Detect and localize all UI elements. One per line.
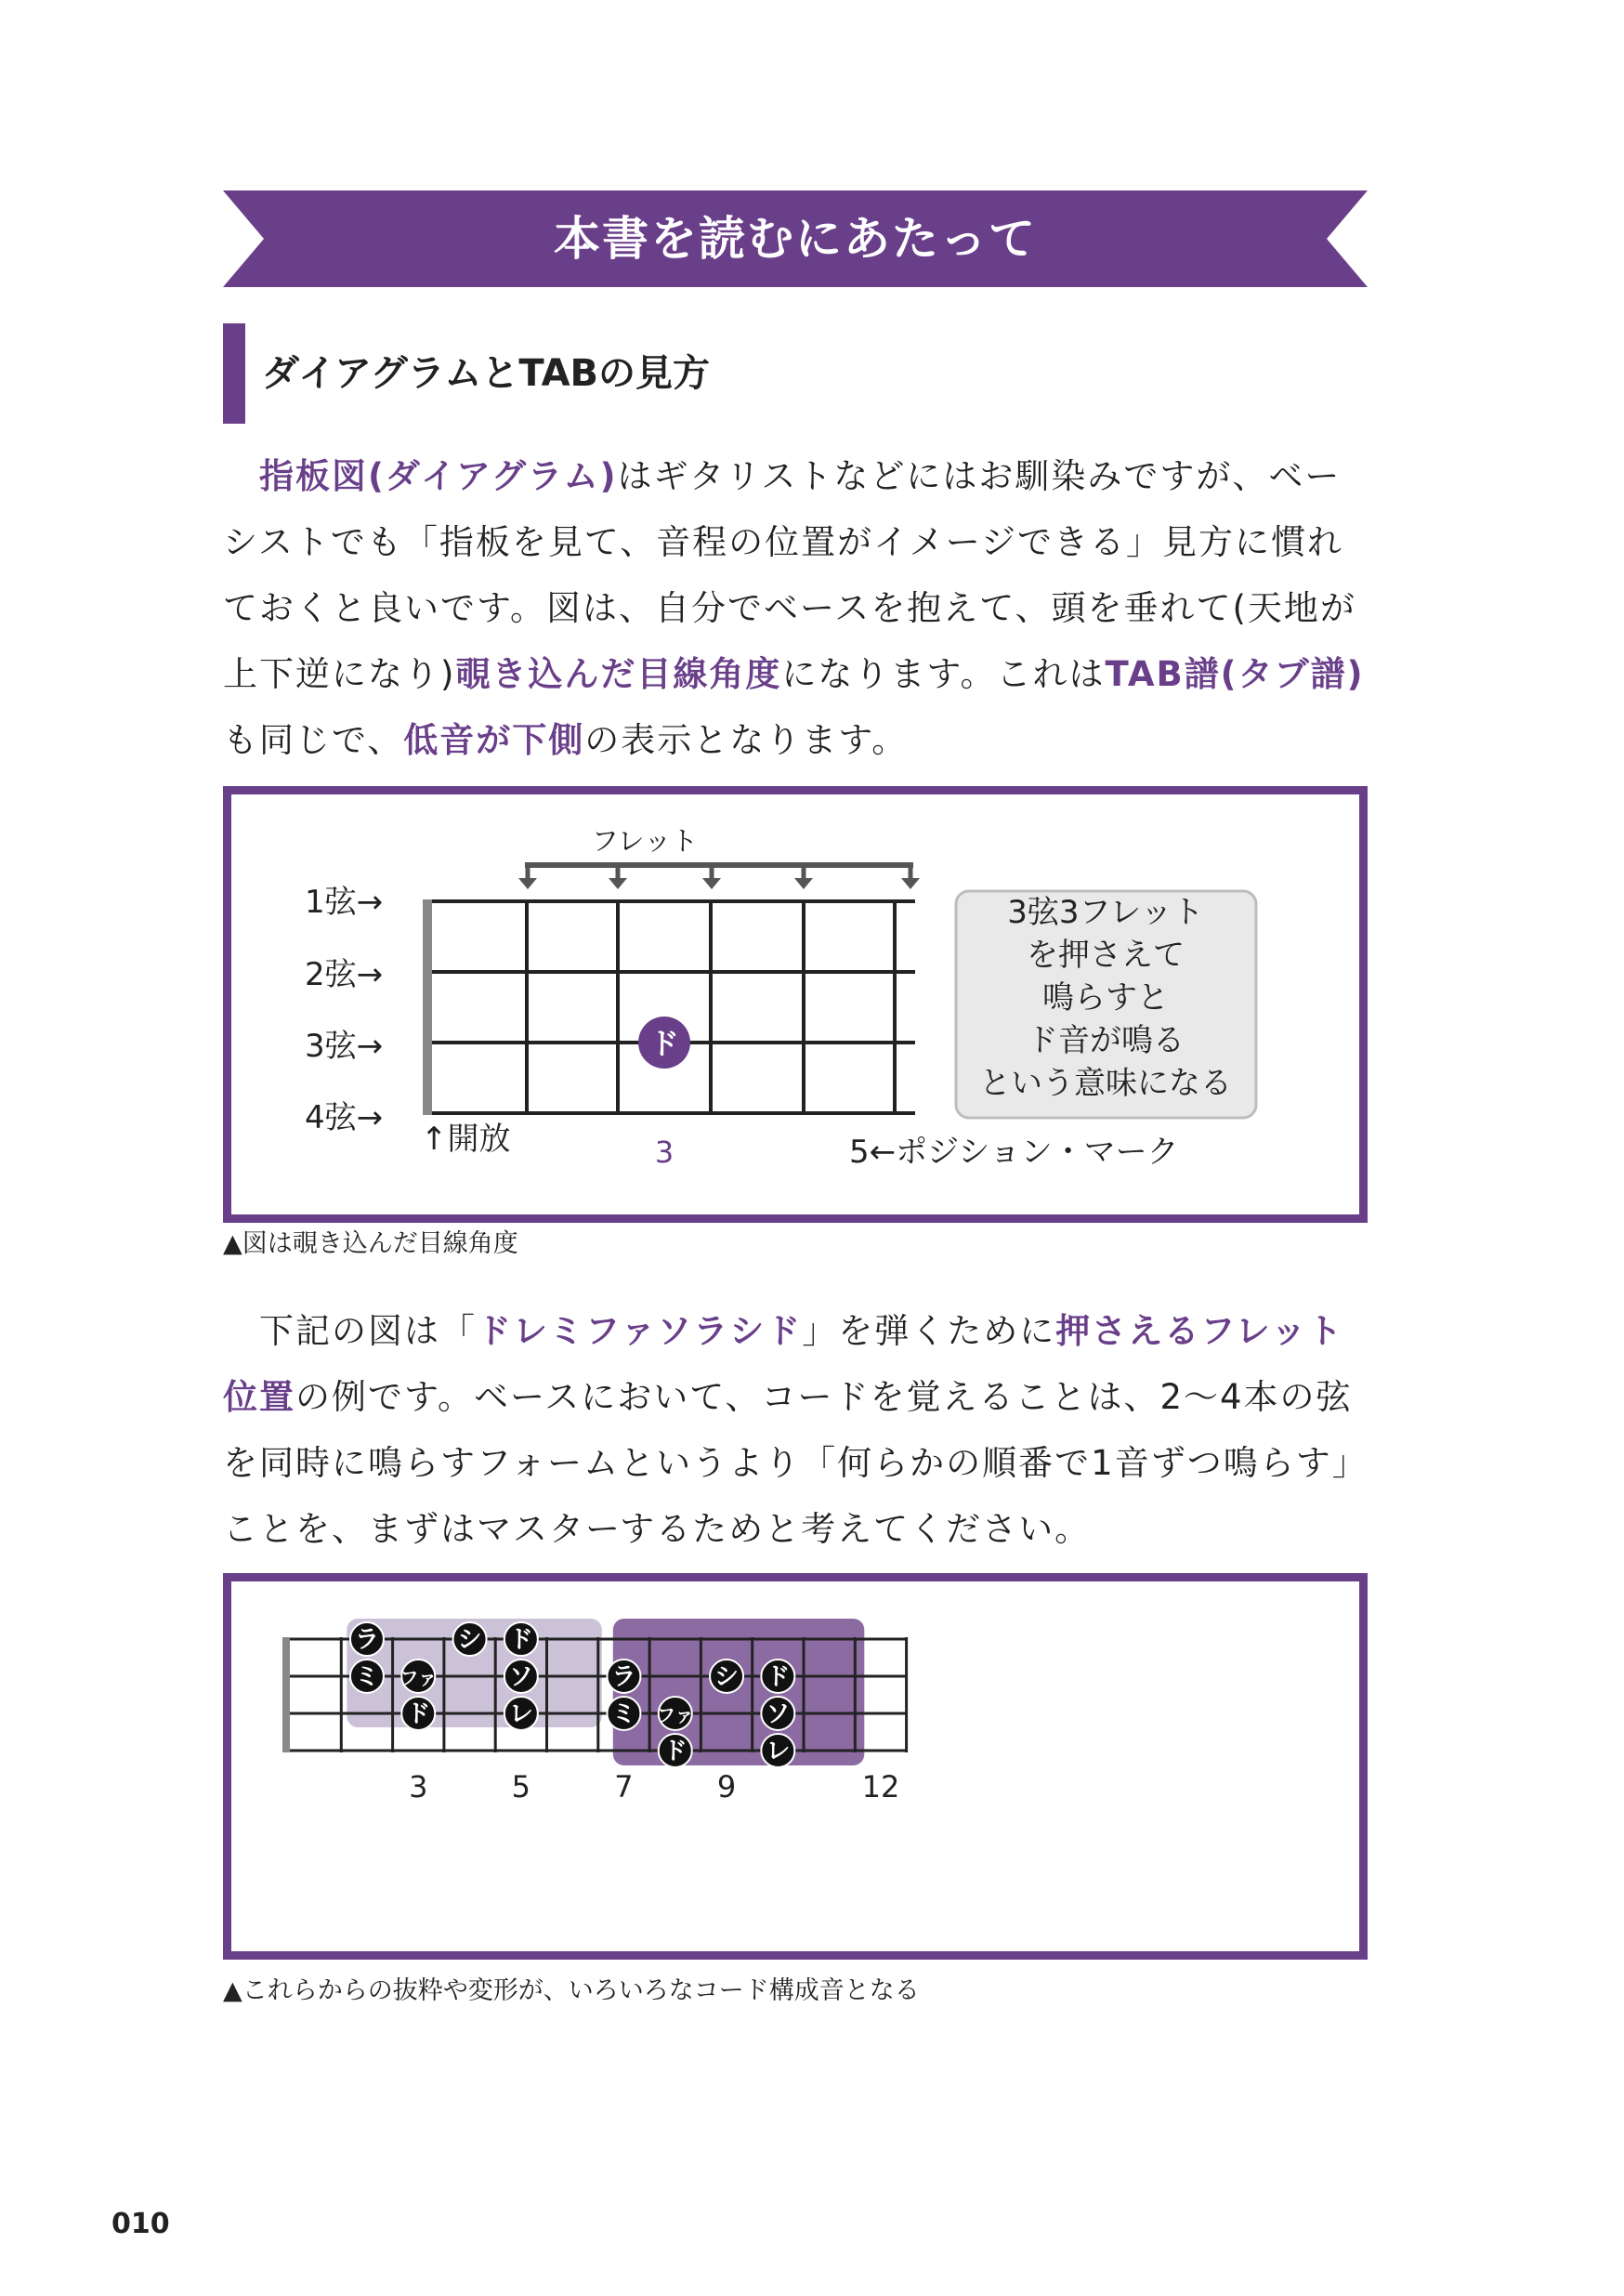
body-text: 」を弾くために bbox=[802, 1311, 1056, 1351]
body-text: はギタリストなどにはお馴染みですが、ベーシストでも「指板を見て、音程の位置がイメージできる」見方に慣れておくと良いです。図は、自分でベースを抱えて、頭を垂れて(天地が上下逆になり) bbox=[223, 456, 1356, 694]
note-marker bbox=[761, 1697, 794, 1730]
nut bbox=[282, 1637, 290, 1752]
page-number: 010 bbox=[111, 2208, 170, 2240]
note-label: ド bbox=[766, 1663, 791, 1691]
body-text: になります。これは bbox=[781, 654, 1106, 694]
intro-paragraph-text bbox=[223, 443, 1368, 773]
fret-number-9: 9 bbox=[716, 1769, 737, 1804]
note-marker bbox=[761, 1734, 794, 1767]
highlighted-text: 指板図(ダイアグラム) bbox=[259, 456, 618, 496]
page-title: 本書を読むにあたって bbox=[554, 212, 1037, 266]
string-label-1: 1弦→ bbox=[305, 884, 384, 921]
diagram-frame-2 bbox=[223, 1573, 1368, 1960]
note-label: ソ bbox=[766, 1700, 791, 1728]
explanation-line-4: ド音が鳴る bbox=[1027, 1022, 1185, 1059]
fret-number-3: 3 bbox=[409, 1769, 428, 1804]
note-marker bbox=[761, 1660, 794, 1693]
fret-number-5: 5 bbox=[511, 1769, 531, 1804]
note-marker-do bbox=[638, 1017, 690, 1069]
diagram-frame-1 bbox=[223, 786, 1368, 1223]
note-marker bbox=[504, 1697, 538, 1730]
note-label: ラ bbox=[354, 1626, 379, 1654]
diagram-caption-2: ▲これらからの抜粋や変形が、いろいろなコード構成音となる bbox=[223, 1976, 920, 2005]
body-text: も同じで、 bbox=[223, 720, 404, 760]
note-marker bbox=[401, 1697, 435, 1730]
string-label-3: 3弦→ bbox=[305, 1028, 384, 1065]
scale-paragraph bbox=[223, 1298, 1368, 1562]
note-label: シ bbox=[714, 1663, 740, 1691]
note-marker bbox=[657, 1697, 694, 1730]
fret-number-12: 12 bbox=[861, 1769, 900, 1804]
explanation-line-3: 鳴らすと bbox=[1042, 979, 1169, 1017]
note-marker-label: ド bbox=[648, 1026, 680, 1061]
string-label-2: 2弦→ bbox=[305, 956, 384, 993]
note-marker bbox=[659, 1734, 692, 1767]
explanation-line-5: という意味になる bbox=[979, 1065, 1232, 1102]
fret-number-7: 7 bbox=[614, 1769, 634, 1804]
body-text bbox=[223, 456, 259, 496]
note-label: シ bbox=[457, 1626, 482, 1654]
note-label: ファ bbox=[656, 1704, 694, 1726]
string-label-4: 4弦→ bbox=[305, 1099, 384, 1136]
nut bbox=[423, 899, 432, 1115]
fret-number-3: 3 bbox=[654, 1135, 674, 1170]
note-marker bbox=[607, 1660, 640, 1693]
note-label: ラ bbox=[611, 1663, 636, 1691]
explanation-line-2: を押さえて bbox=[1027, 937, 1185, 974]
fret-number-labels bbox=[409, 1769, 899, 1804]
body-text: 下記の図は「 bbox=[223, 1311, 477, 1351]
note-marker bbox=[504, 1660, 538, 1693]
chapter-banner bbox=[223, 190, 1368, 287]
intro-paragraph bbox=[223, 443, 1368, 773]
note-label: レ bbox=[766, 1738, 791, 1765]
note-label: ミ bbox=[611, 1700, 636, 1728]
scale-paragraph-text bbox=[223, 1298, 1368, 1562]
section-title: ダイアグラムとTABの見方 bbox=[262, 352, 711, 395]
note-label: ド bbox=[662, 1738, 688, 1765]
note-marker bbox=[399, 1660, 437, 1693]
note-marker bbox=[710, 1660, 743, 1693]
note-label: ファ bbox=[399, 1667, 438, 1689]
fret-bracket bbox=[518, 862, 920, 889]
note-label: ソ bbox=[508, 1663, 533, 1691]
fret-label: フレット bbox=[591, 825, 699, 857]
body-text: の表示となります。 bbox=[584, 720, 909, 760]
open-string-label: ↑開放 bbox=[421, 1121, 511, 1158]
fingerboard-grid bbox=[432, 899, 915, 1115]
note-label: ド bbox=[508, 1626, 533, 1654]
section-heading bbox=[223, 323, 1059, 424]
note-marker bbox=[607, 1697, 640, 1730]
highlighted-text: 覗き込んだ目線角度 bbox=[455, 654, 782, 694]
note-label: ミ bbox=[354, 1663, 379, 1691]
highlighted-text: 低音が下側 bbox=[403, 720, 585, 760]
scale-fingerboard-diagram bbox=[231, 1581, 1359, 1951]
fingerboard-diagram bbox=[231, 794, 1359, 1214]
position-mark-label: 5←ポジション・マーク bbox=[849, 1134, 1179, 1171]
note-marker bbox=[350, 1660, 384, 1693]
explanation-line-1: 3弦3フレット bbox=[1007, 894, 1204, 931]
note-marker bbox=[504, 1622, 538, 1656]
note-label: ド bbox=[406, 1700, 431, 1728]
highlighted-text: 押さえるフレット位置 bbox=[223, 1311, 1344, 1417]
section-accent-bar bbox=[223, 323, 245, 424]
highlighted-text: TAB譜(タブ譜) bbox=[1105, 654, 1365, 694]
note-label: レ bbox=[508, 1700, 533, 1728]
highlighted-text: ドレミファソラシド bbox=[477, 1311, 803, 1351]
body-text: の例です。ベースにおいて、コードを覚えることは、2〜4本の弦を同時に鳴らすフォームというより「何らかの順番で1音ずつ鳴らす」ことを、まずはマスターするためと考えてください。 bbox=[223, 1377, 1353, 1549]
note-marker bbox=[453, 1622, 487, 1656]
note-marker bbox=[350, 1622, 384, 1656]
diagram-caption-1: ▲図は覗き込んだ目線角度 bbox=[223, 1229, 518, 1258]
